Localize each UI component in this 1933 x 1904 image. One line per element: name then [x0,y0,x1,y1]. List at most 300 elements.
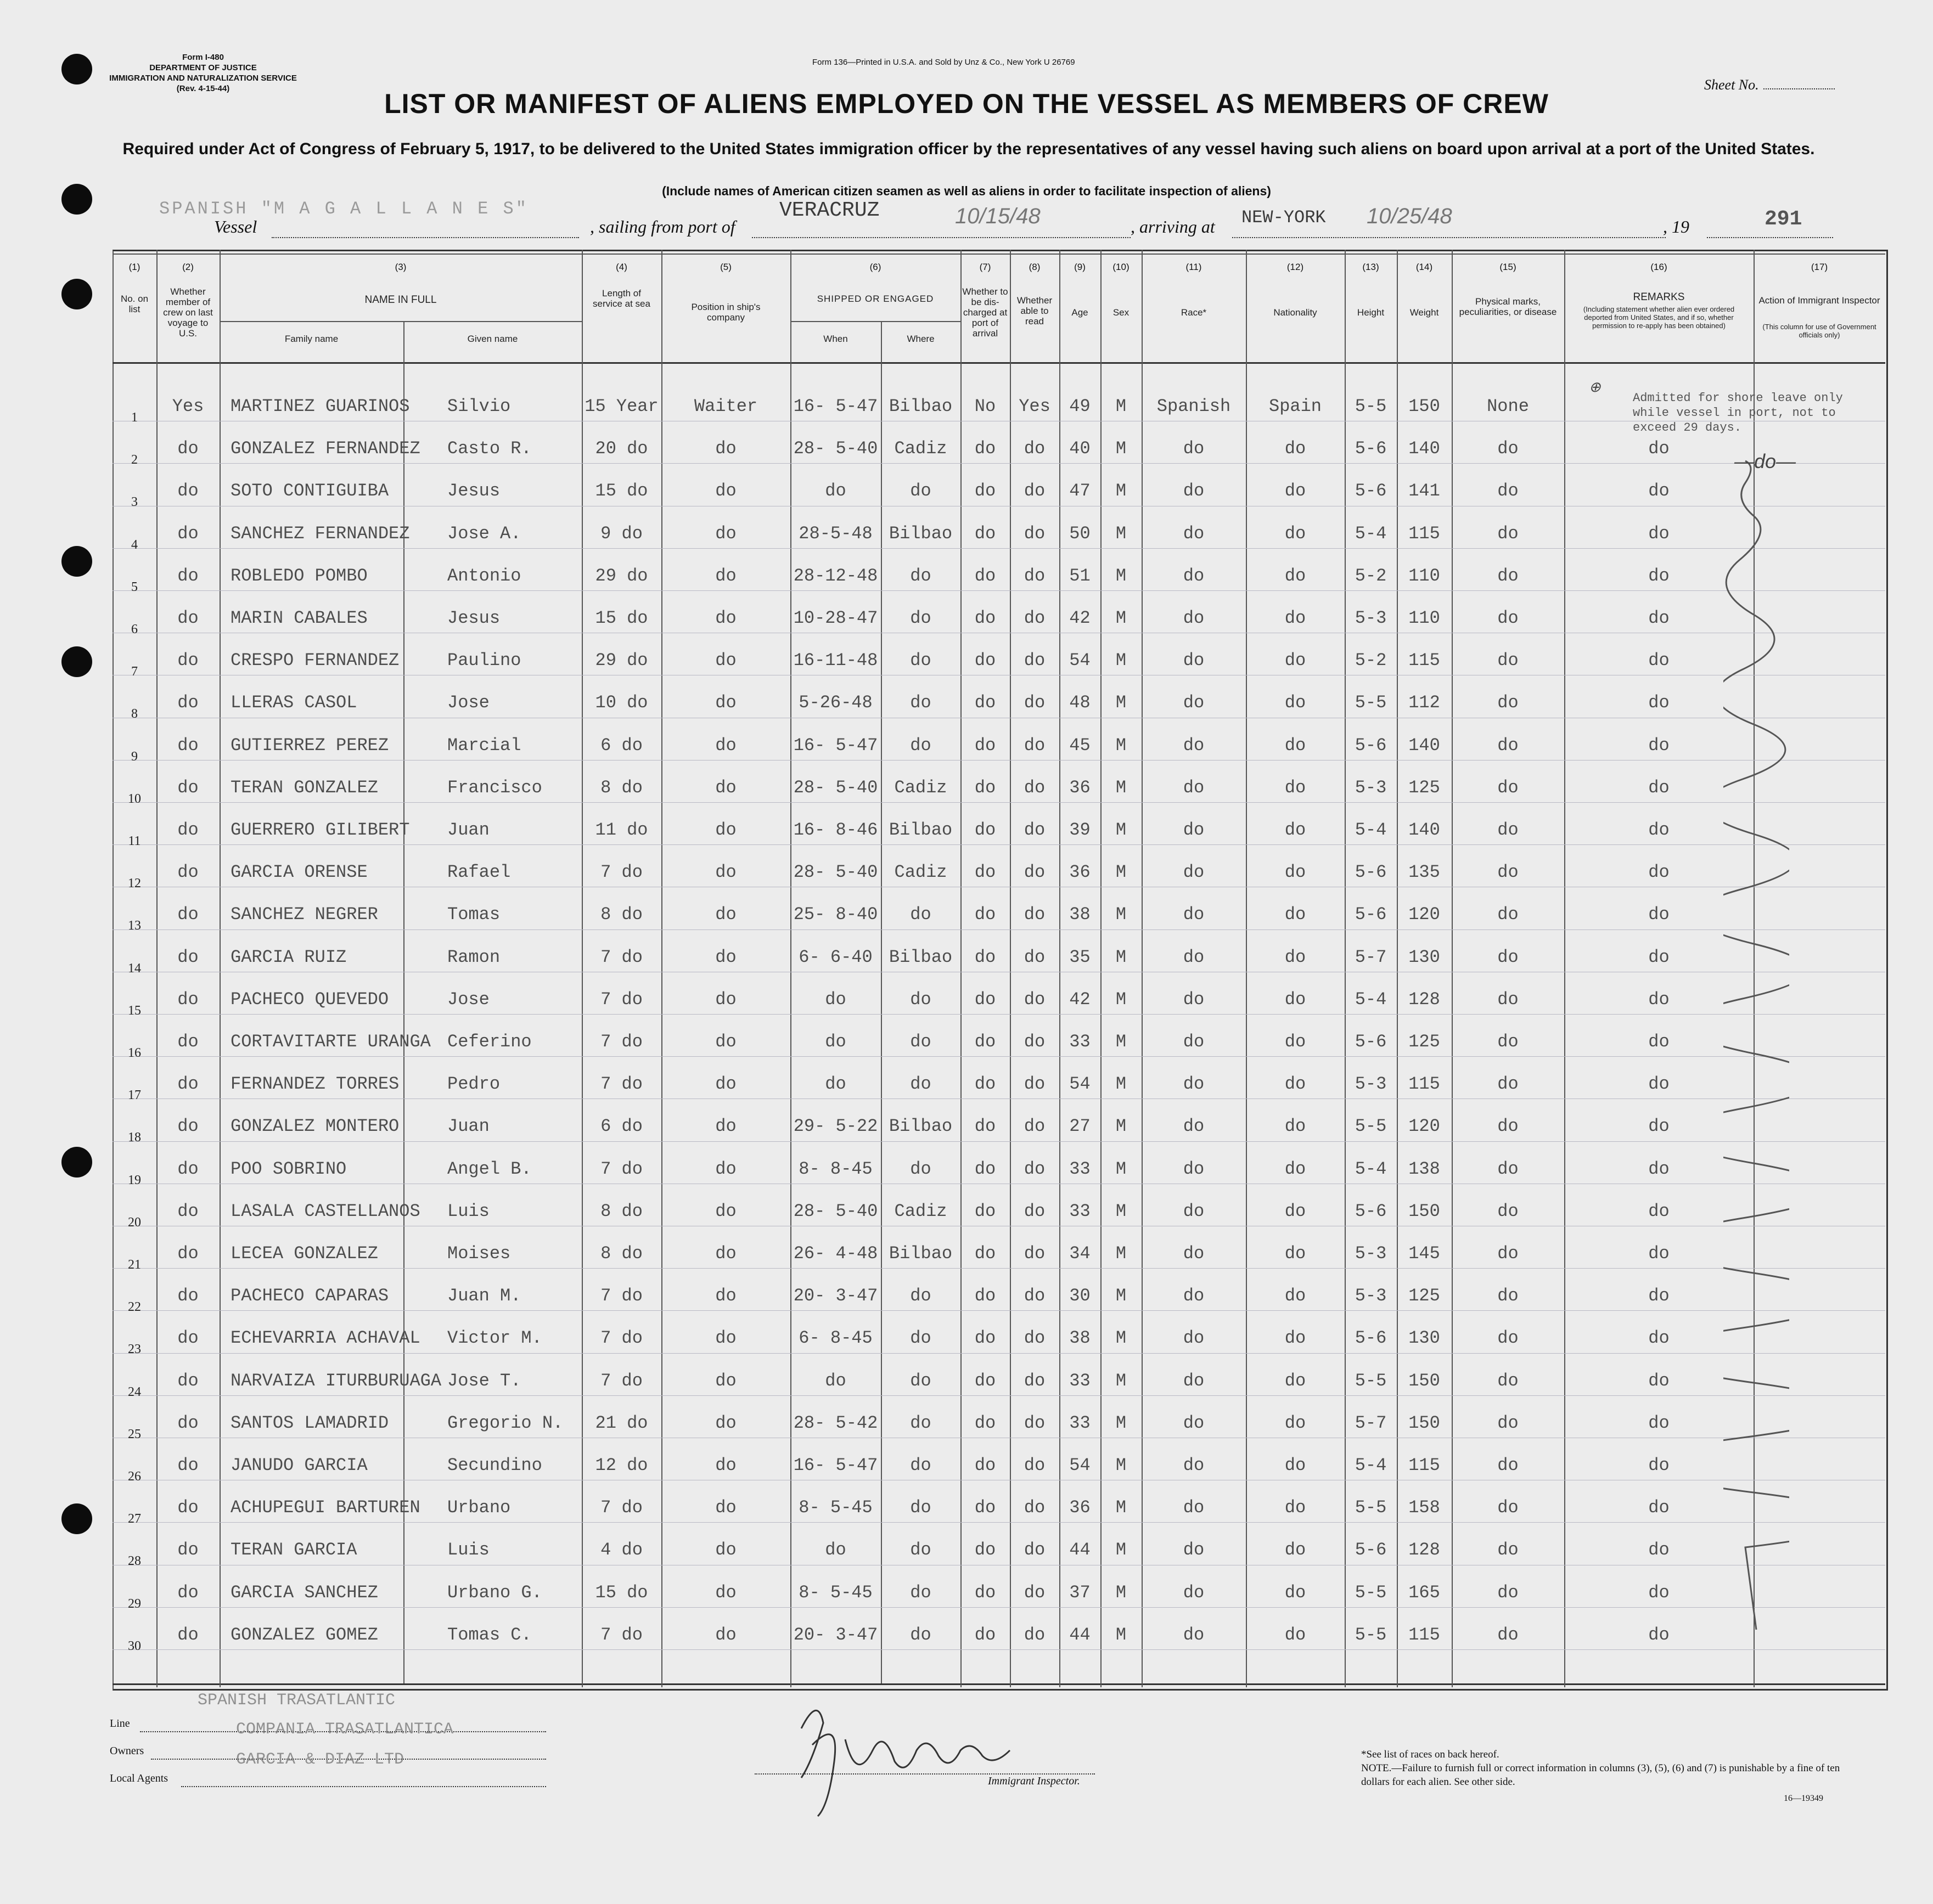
cell-position: do [715,1201,737,1221]
cell-marks: do [1497,1412,1519,1433]
cell-disch: do [974,1455,996,1475]
cell-family: CORTAVITARTE URANGA [231,1032,431,1052]
cell-marks: do [1497,820,1519,840]
cell-family: GARCIA RUIZ [231,947,347,967]
cell-race: do [1183,438,1205,459]
cell-nat: do [1284,777,1306,798]
cell-age: 42 [1069,989,1091,1010]
cell-prev: do [177,1497,199,1518]
cell-given: Silvio [447,396,511,416]
cell-height: 5-5 [1355,396,1387,416]
cell-position: do [715,1032,737,1052]
cell-race: do [1183,523,1205,544]
cell-read: do [1024,1032,1046,1052]
row-divider [113,1014,1885,1015]
punch-hole [61,546,92,577]
cell-height: 5-4 [1355,523,1387,544]
row-number: 8 [131,707,138,722]
cell-family: ECHEVARRIA ACHAVAL [231,1328,420,1349]
cell-service: 4 do [600,1540,643,1561]
cell-age: 27 [1069,1116,1091,1137]
row-number: 15 [128,1003,141,1018]
cell-read: do [1024,820,1046,840]
cell-read: do [1024,650,1046,671]
cell-nat: do [1284,735,1306,756]
row-number: 30 [128,1638,141,1653]
cell-family: NARVAIZA ITURBURUAGA [231,1370,442,1391]
cell-age: 33 [1069,1370,1091,1391]
cell-disch: do [974,904,996,925]
row-number: 5 [131,579,138,594]
cell-nat: do [1284,1412,1306,1433]
row-number: 23 [128,1342,141,1357]
cell-when: do [825,1540,846,1561]
cell-race: do [1183,1328,1205,1349]
cell-age: 50 [1069,523,1091,544]
cell-service: 7 do [600,989,643,1010]
cell-height: 5-3 [1355,608,1387,628]
cell-marks: do [1497,692,1519,713]
row-number: 12 [128,876,141,891]
form-number: Form I-480 [182,53,224,62]
cell-nat: do [1284,692,1306,713]
cell-when: 16- 8-46 [793,820,878,840]
cell-given: Urbano G. [447,1582,542,1603]
cell-service: 8 do [600,904,643,925]
cell-read: do [1024,692,1046,713]
cell-family: ROBLEDO POMBO [231,565,368,586]
cell-age: 34 [1069,1243,1091,1264]
cell-position: do [715,1412,737,1433]
row-number: 18 [128,1130,141,1145]
header-length-of-service: Length of service at sea [593,288,650,309]
cell-read: do [1024,1412,1046,1433]
cell-family: SANTOS LAMADRID [231,1412,389,1433]
cell-when: 28-5-48 [799,523,873,544]
row-divider [113,1056,1885,1057]
cell-sex: M [1115,1116,1127,1137]
cell-weight: 150 [1408,396,1440,416]
header-age: Age [1071,307,1088,318]
cell-disch: do [974,481,996,502]
sailing-date: 10/15/48 [955,204,1041,228]
cell-service: 29 do [595,565,648,586]
cell-when: 8- 5-45 [799,1582,873,1603]
cell-age: 33 [1069,1412,1091,1433]
arriving-date: 10/25/48 [1367,204,1452,228]
inspector-signature [779,1685,1054,1822]
cell-when: 16-11-48 [793,650,878,671]
cell-remark: do [1648,608,1670,628]
cell-position: do [715,565,737,586]
cell-position: do [715,650,737,671]
cell-age: 30 [1069,1286,1091,1306]
penalty-note: NOTE.—Failure to furnish full or correct information in columns (3), (5), (6) and (7) is punishable by a fine of ten dollars for each alien. See other side. [1361,1762,1840,1788]
cell-marks: None [1487,396,1529,416]
cell-service: 8 do [600,1201,643,1221]
cell-nat: do [1284,1497,1306,1518]
cell-age: 38 [1069,1328,1091,1349]
cell-service: 11 do [595,820,648,840]
page-subtitle: Required under Act of Congress of February 5, 1917, to be delivered to the United States immigration officer by the representatives of any vessel having such aliens on board upon arrival at a port of the United States. [122,140,1815,158]
cell-race: do [1183,1158,1205,1179]
cell-marks: do [1497,481,1519,502]
col-num: (5) [720,262,732,272]
cell-remark: do [1648,1540,1670,1561]
cell-when: 6- 8-45 [799,1328,873,1349]
cell-position: do [715,1624,737,1645]
cell-age: 48 [1069,692,1091,713]
cell-service: 7 do [600,1074,643,1095]
cell-height: 5-7 [1355,947,1387,967]
cell-remark: do [1648,1624,1670,1645]
header-previous-voyage: Whether member of crew on last voyage to U.S. [163,286,213,339]
cell-service: 8 do [600,1243,643,1264]
cell-given: Ceferino [447,1032,532,1052]
cell-family: GUTIERREZ PEREZ [231,735,389,756]
cell-age: 47 [1069,481,1091,502]
cell-where: do [910,1032,931,1052]
cell-age: 35 [1069,947,1091,967]
cell-when: 16- 5-47 [793,1455,878,1475]
cell-prev: do [177,1032,199,1052]
row-divider [113,1607,1885,1608]
col-num: (14) [1415,262,1433,272]
cell-when: do [825,989,846,1010]
cell-nat: do [1284,820,1306,840]
cell-height: 5-6 [1355,904,1387,925]
cell-disch: do [974,1624,996,1645]
cell-marks: do [1497,1582,1519,1603]
row-divider [113,1268,1885,1269]
col-num: (12) [1286,262,1304,272]
cell-nat: do [1284,1116,1306,1137]
cell-disch: do [974,1582,996,1603]
cell-race: do [1183,777,1205,798]
cell-given: Francisco [447,777,542,798]
cell-given: Gregorio N. [447,1412,564,1433]
cell-sex: M [1115,862,1127,883]
cell-weight: 130 [1408,947,1440,967]
cell-prev: do [177,523,199,544]
cell-weight: 125 [1408,777,1440,798]
cell-nat: do [1284,947,1306,967]
local-agents-label: Local Agents [110,1772,168,1784]
cell-prev: do [177,1582,199,1603]
col-num: (6) [869,262,881,272]
cell-read: do [1024,1370,1046,1391]
header-shipped-engaged: SHIPPED OR ENGAGED [817,294,934,304]
cell-marks: do [1497,565,1519,586]
cell-read: do [1024,1201,1046,1221]
cell-when: do [825,1074,846,1095]
row-divider [113,1310,1885,1311]
cell-height: 5-5 [1355,1582,1387,1603]
row-number: 16 [128,1046,141,1060]
cell-read: do [1024,1540,1046,1561]
cell-height: 5-6 [1355,1540,1387,1561]
cell-disch: do [974,1158,996,1179]
cell-age: 54 [1069,650,1091,671]
cell-where: do [910,650,931,671]
cell-given: Paulino [447,650,521,671]
remarks-pencil-mark: ⊕ [1589,379,1601,395]
cell-weight: 115 [1408,650,1440,671]
cell-weight: 110 [1408,608,1440,628]
service: IMMIGRATION AND NATURALIZATION SERVICE [109,74,297,83]
cell-race: do [1183,1582,1205,1603]
stamp-number: 291 [1765,207,1802,231]
cell-remark: do [1648,1201,1670,1221]
cell-age: 54 [1069,1455,1091,1475]
cell-sex: M [1115,989,1127,1010]
form-revision: (Rev. 4-15-44) [176,84,230,93]
cell-marks: do [1497,1370,1519,1391]
punch-hole [61,646,92,677]
cell-sex: M [1115,1370,1127,1391]
department: DEPARTMENT OF JUSTICE [149,63,257,72]
cell-where: do [910,989,931,1010]
cell-height: 5-5 [1355,692,1387,713]
inspector-label: Immigrant Inspector. [988,1775,1080,1787]
cell-service: 7 do [600,1158,643,1179]
cell-sex: M [1115,735,1127,756]
col-num: (9) [1074,262,1086,272]
cell-disch: do [974,1328,996,1349]
cell-service: 7 do [600,1624,643,1645]
cell-weight: 128 [1408,989,1440,1010]
cell-race: do [1183,1286,1205,1306]
cell-given: Jose [447,989,490,1010]
cell-disch: do [974,777,996,798]
cell-sex: M [1115,523,1127,544]
col-num: (2) [182,262,194,272]
cell-disch: do [974,1370,996,1391]
cell-prev: do [177,1412,199,1433]
cell-family: GARCIA ORENSE [231,862,368,883]
cell-service: 8 do [600,777,643,798]
cell-where: do [910,1540,931,1561]
cell-height: 5-3 [1355,1286,1387,1306]
col-num: (10) [1112,262,1130,272]
cell-where: do [910,1497,931,1518]
cell-weight: 150 [1408,1412,1440,1433]
cell-race: do [1183,1032,1205,1052]
row-number: 4 [131,537,138,552]
cell-weight: 112 [1408,692,1440,713]
cell-height: 5-5 [1355,1370,1387,1391]
cell-given: Urbano [447,1497,511,1518]
sailing-label: , sailing from port of [590,217,735,236]
cell-race: do [1183,735,1205,756]
cell-prev: do [177,1328,199,1349]
cell-when: do [825,1032,846,1052]
cell-position: do [715,1116,737,1137]
cell-read: do [1024,1624,1046,1645]
cell-race: do [1183,1624,1205,1645]
cell-service: 9 do [600,523,643,544]
cell-prev: do [177,820,199,840]
cell-nat: do [1284,1624,1306,1645]
cell-family: LASALA CASTELLANOS [231,1201,420,1221]
cell-weight: 138 [1408,1158,1440,1179]
cell-read: do [1024,1328,1046,1349]
cell-sex: M [1115,1412,1127,1433]
cell-position: do [715,1074,737,1095]
cell-remark: do [1648,1455,1670,1475]
cell-height: 5-4 [1355,820,1387,840]
cell-position: do [715,692,737,713]
cell-when: 5-26-48 [799,692,873,713]
cell-sex: M [1115,777,1127,798]
cell-when: 28- 5-40 [793,438,878,459]
cell-nat: do [1284,1540,1306,1561]
cell-when: 20- 3-47 [793,1624,878,1645]
cell-read: do [1024,481,1046,502]
cell-given: Ramon [447,947,501,967]
cell-nat: do [1284,1201,1306,1221]
cell-weight: 115 [1408,523,1440,544]
cell-sex: M [1115,1497,1127,1518]
cell-sex: M [1115,396,1127,416]
cell-position: do [715,1370,737,1391]
cell-when: do [825,481,846,502]
row-divider [113,1522,1885,1523]
cell-when: 16- 5-47 [793,396,878,416]
cell-age: 44 [1069,1624,1091,1645]
cell-nat: do [1284,1582,1306,1603]
cell-marks: do [1497,1201,1519,1221]
cell-read: do [1024,1455,1046,1475]
row-divider [113,760,1885,761]
row-divider [113,590,1885,591]
col-num: (8) [1029,262,1041,272]
cell-disch: do [974,735,996,756]
cell-where: Bilbao [889,523,953,544]
cell-height: 5-6 [1355,1032,1387,1052]
cell-nat: do [1284,989,1306,1010]
cell-where: Cadiz [894,438,947,459]
cell-disch: do [974,692,996,713]
row-divider [113,802,1885,803]
cell-where: Cadiz [894,1201,947,1221]
cell-height: 5-5 [1355,1497,1387,1518]
cell-sex: M [1115,904,1127,925]
cell-height: 5-4 [1355,1158,1387,1179]
cell-remark: do [1648,565,1670,586]
cell-marks: do [1497,862,1519,883]
cell-race: do [1183,1116,1205,1137]
cell-read: do [1024,438,1046,459]
cell-nat: do [1284,1158,1306,1179]
cell-given: Tomas C. [447,1624,532,1645]
cell-family: FERNANDEZ TORRES [231,1074,400,1095]
cell-read: do [1024,523,1046,544]
cell-disch: do [974,1032,996,1052]
row-divider [113,1649,1885,1650]
cell-when: 16- 5-47 [793,735,878,756]
header-discharged: Whether to be dis-charged at port of arrival [962,286,1008,339]
cell-prev: do [177,1158,199,1179]
cell-nat: do [1284,650,1306,671]
cell-family: MARIN CABALES [231,608,368,628]
cell-age: 40 [1069,438,1091,459]
cell-when: 28- 5-40 [793,777,878,798]
cell-age: 36 [1069,862,1091,883]
sheet-label: Sheet No. [1704,77,1759,93]
cell-given: Secundino [447,1455,542,1475]
cell-service: 7 do [600,947,643,967]
cell-sex: M [1115,481,1127,502]
cell-family: GONZALEZ FERNANDEZ [231,438,420,459]
inspector-ditto-mark [1723,450,1789,1641]
cell-age: 37 [1069,1582,1091,1603]
cell-race: do [1183,1370,1205,1391]
cell-service: 7 do [600,1032,643,1052]
cell-nat: do [1284,1074,1306,1095]
cell-when: 25- 8-40 [793,904,878,925]
row-divider [113,1141,1885,1142]
cell-disch: do [974,947,996,967]
cell-race: do [1183,904,1205,925]
cell-weight: 140 [1408,820,1440,840]
header-able-to-read: Whether able to read [1016,295,1053,326]
cell-prev: do [177,1455,199,1475]
cell-prev: do [177,1074,199,1095]
cell-prev: do [177,1201,199,1221]
cell-where: Cadiz [894,777,947,798]
cell-where: do [910,1624,931,1645]
cell-read: do [1024,1582,1046,1603]
cell-given: Jesus [447,481,501,502]
cell-sex: M [1115,820,1127,840]
cell-prev: do [177,862,199,883]
cell-read: do [1024,1158,1046,1179]
row-number: 24 [128,1384,141,1399]
cell-age: 39 [1069,820,1091,840]
cell-service: 6 do [600,735,643,756]
cell-remark: do [1648,481,1670,502]
cell-weight: 115 [1408,1624,1440,1645]
cell-sex: M [1115,1243,1127,1264]
cell-weight: 120 [1408,904,1440,925]
cell-weight: 141 [1408,481,1440,502]
cell-family: GONZALEZ GOMEZ [231,1624,378,1645]
cell-position: do [715,862,737,883]
row-number: 3 [131,495,138,510]
cell-nat: do [1284,1243,1306,1264]
row-number: 13 [128,919,141,933]
local-agents-value: GARCIA & DIAZ LTD [236,1750,404,1769]
cell-where: do [910,1158,931,1179]
cell-remark: do [1648,650,1670,671]
row-divider [113,463,1885,464]
cell-remark: do [1648,1032,1670,1052]
sailing-port: VERACRUZ [779,199,880,222]
row-number: 10 [128,791,141,806]
cell-disch: do [974,989,996,1010]
page-title: LIST OR MANIFEST OF ALIENS EMPLOYED ON THE VESSEL AS MEMBERS OF CREW [384,88,1549,119]
cell-marks: do [1497,1624,1519,1645]
cell-prev: do [177,989,199,1010]
cell-remark: do [1648,438,1670,459]
cell-position: do [715,1158,737,1179]
cell-weight: 110 [1408,565,1440,586]
cell-remark: do [1648,1582,1670,1603]
cell-age: 38 [1069,904,1091,925]
cell-where: do [910,1286,931,1306]
cell-age: 54 [1069,1074,1091,1095]
